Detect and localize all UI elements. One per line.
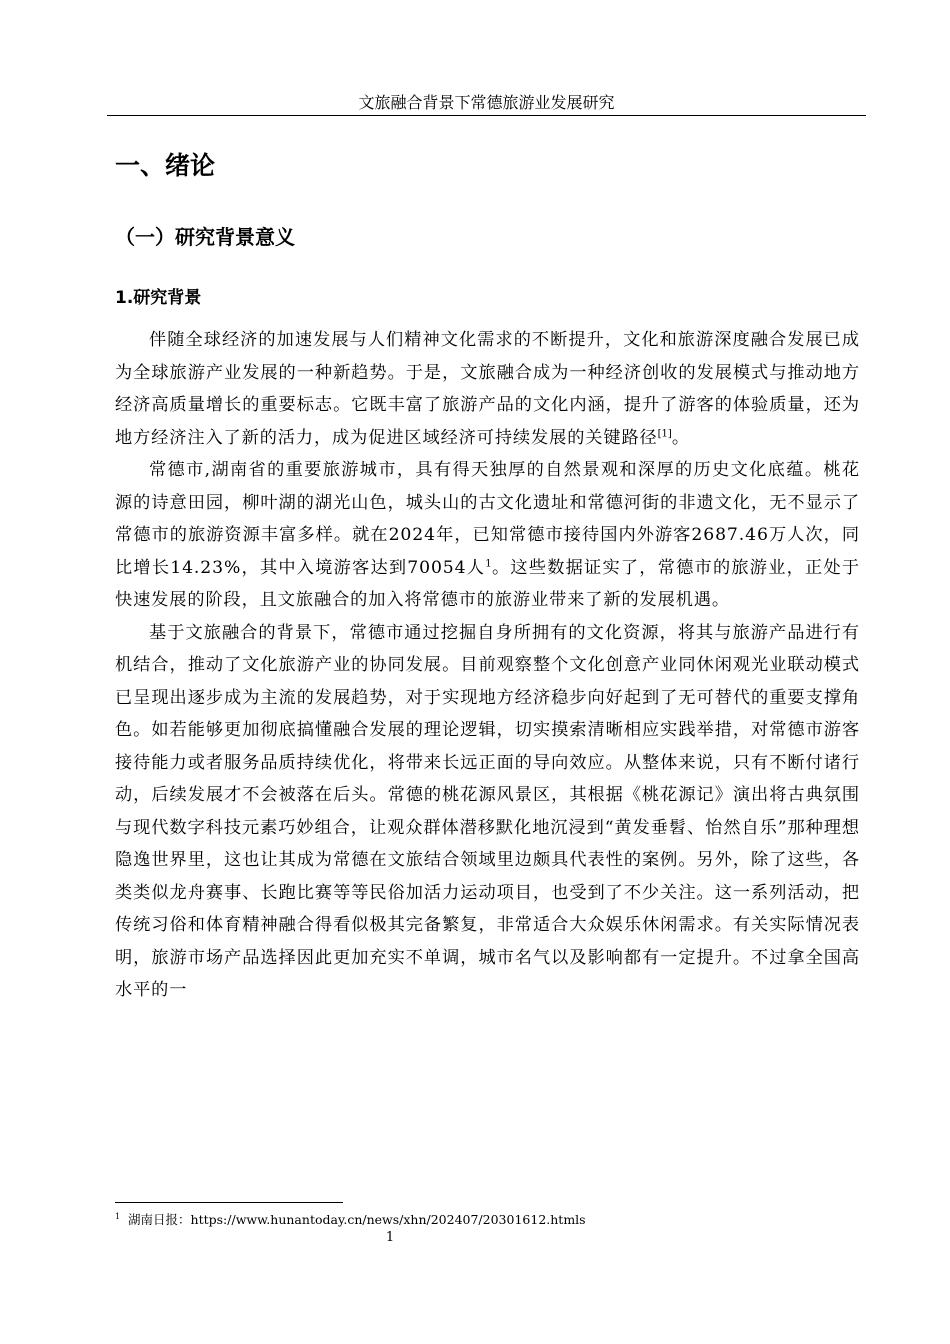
paragraph-2: [115, 454, 860, 617]
footnote-ref[interactable]: 1: [485, 557, 492, 569]
paragraph-3-text: 基于文旅融合的背景下，常德市通过挖掘自身所拥有的文化资源，将其与旅游产品进行有机结合，推动了文化旅游产业的协同发展。目前观察整个文化创意产业同休闲观光业联动模式已呈现出逐步成为主流的发展趋势，对于实现地方经济稳步向好起到了无可替代的重要支撑角色。如若能够更加彻底搞懂融合发展的理论逻辑，切实摸索清晰相应实践举措，对常德市游客接待能力或者服务品质持续优化，将带来长远正面的导向效应。从整体来说，只有不断付诸行动，后续发展才不会被落在后头。常德的桃花源风景区，其根据《桃花源记》演出将古典氛围与现代数字科技元素巧妙组合，让观众群体潜移默化地沉浸到“黄发垂髫、怡然自乐”那种理想隐逸世界里，这也让其成为常德在文旅结合领域里边颇具代表性的案例。另外，除了这些，各类类似龙舟赛事、长跑比赛等等民俗加活力运动项目，也受到了不少关注。这一系列活动，把传统习俗和体育精神融合得看似极其完备繁复，非常适合大众娱乐休闲需求。有关实际情况表明，旅游市场产品选择因此更加充实不单调，城市名气以及影响都有一定提升。不过拿全国高水平的一: [115, 622, 860, 1000]
page-number: 1: [385, 1230, 395, 1245]
paragraph-2-tail: 。这些数据证实了，常德市的旅游业，正处于快速发展的阶段，且文旅融合的加入将常德市的旅游业带来了新的发展机遇。: [115, 557, 860, 610]
paragraph-3: [115, 617, 860, 1007]
citation-ref[interactable]: [1]: [657, 427, 672, 439]
paragraph-1-tail: 。: [671, 427, 690, 448]
paragraph-1-text: 伴随全球经济的加速发展与人们精神文化需求的不断提升，文化和旅游深度融合发展已成为全球旅游产业发展的一种新趋势。于是，文旅融合成为一种经济创收的发展模式与推动地方经济高质量增长的重要标志。它既丰富了旅游产品的文化内涵，提升了游客的体验质量，还为地方经济注入了新的活力，成为促进区域经济可持续发展的关键路径: [115, 330, 860, 448]
paragraph-1: [115, 324, 860, 454]
footnote-marker: 1: [115, 1211, 121, 1221]
chapter-heading: 一、绪论: [115, 151, 216, 180]
footnote-text: 湖南日报：https://www.hunantoday.cn/news/xhn/202407/20301612.htmls: [128, 1212, 586, 1227]
footnote: [115, 1212, 586, 1228]
body-text: [115, 324, 860, 1007]
header-rule: [107, 115, 866, 116]
paragraph-2-text: 常德市,湖南省的重要旅游城市，具有得天独厚的自然景观和深厚的历史文化底蕴。桃花源的诗意田园，柳叶湖的湖光山色，城头山的古文化遗址和常德河街的非遗文化，无不显示了常德市的旅游资源丰富多样。就在2024年，已知常德市接待国内外游客2687.46万人次，同比增长14.23%，其中入境游客达到70054人: [115, 460, 860, 578]
section-heading: （一）研究背景意义: [115, 225, 295, 249]
footnote-separator: [115, 1202, 343, 1203]
subsection-heading: 1.研究背景: [115, 288, 202, 308]
running-header: 文旅融合背景下常德旅游业发展研究: [358, 93, 615, 112]
